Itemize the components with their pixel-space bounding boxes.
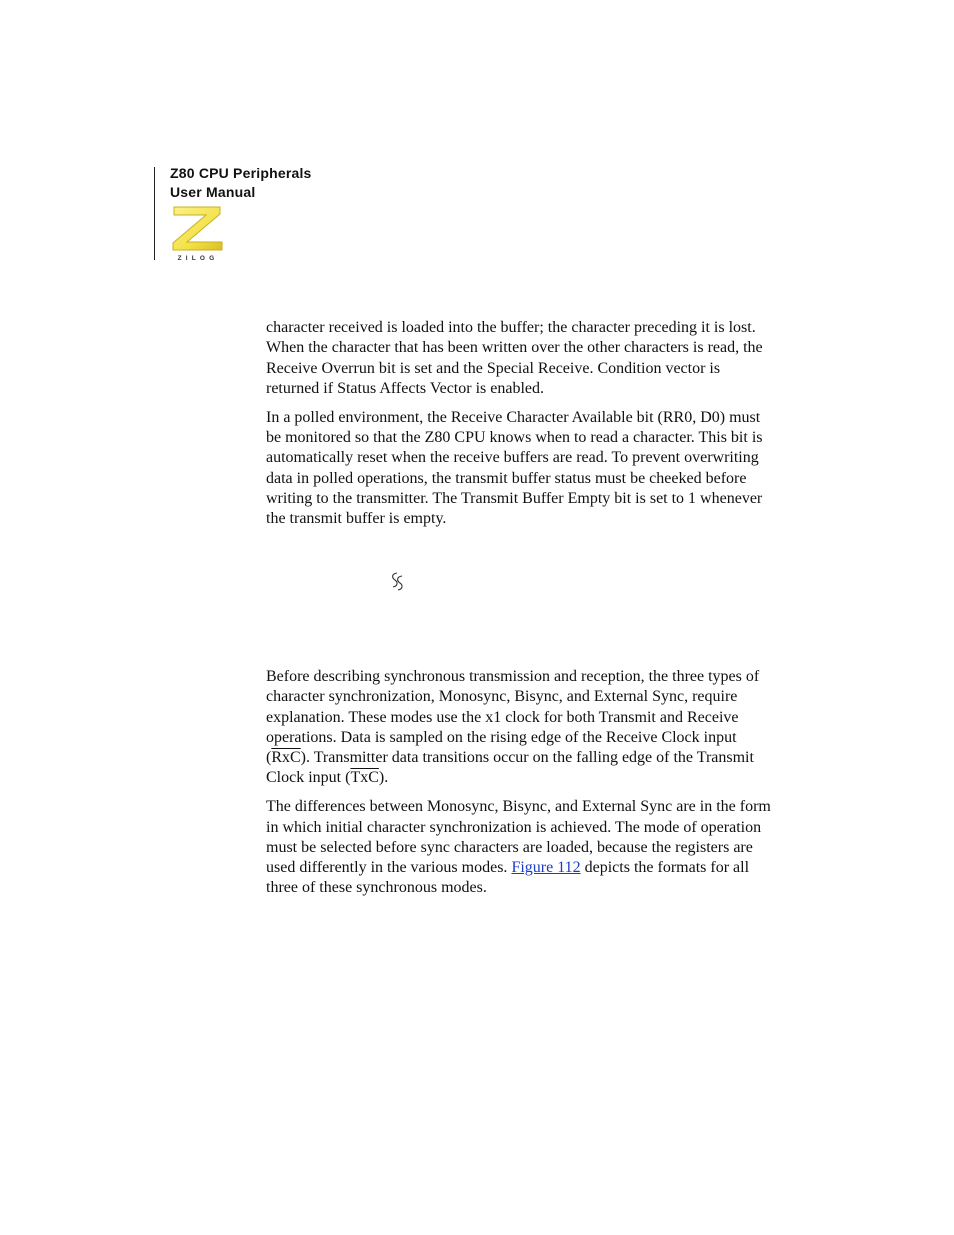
paragraph [266,797,772,898]
paragraph: character received is loaded into the buffer; the character preceding it is lost. When the character that has been written over the other characters is read, the Receive Overrun bit is set and the Special Receive. Condition vector is returned if Status Affects Vector is enabled. [266,319,763,397]
zilog-logo-icon [170,204,226,262]
section-2 [266,667,772,907]
text-run: The differences between Monosync, Bisync, and External Sync are in the form in which initial character synchronization is achieved. The mode of operation must be selected before sync characters are loaded, because the registers are used differently in the various modes. [266,798,771,877]
paragraph [266,667,772,789]
figure-112-link[interactable]: Figure 112 [511,859,581,877]
paragraph: In a polled environment, the Receive Character Available bit (RR0, D0) must be monitored so that the Z80 CPU knows when to read a character. This bit is automatically reset when the receive buffers are read. To prevent overwriting data in polled operations, the transmit buffer status must be cheeked before writing to the transmitter. The Transmit Buffer Empty bit is set to 1 whenever the transmit buffer is empty. [266,408,763,528]
rxc-signal: $\overline{RxC}$ [271,749,301,767]
logo-wordmark: ZILOG [177,255,219,262]
text-run: ). [378,769,389,787]
header-title-line2: User Manual [170,184,256,200]
text-run: depicts the formats for all three of these synchronous modes. [266,859,750,897]
text-run: Before describing synchronous transmission and reception, the three types of character synchronization, Monosync, Bisync, and External Sync, require explanation. These modes use the x1 clock for both Transmit and Receive operations. Data is sampled on the rising edge of the Receive Clock input ( [266,668,760,767]
header-title-line1: Z80 CPU Peripherals [170,165,312,181]
running-header [170,164,312,202]
section-1 [266,318,772,538]
text-run: ). Transmitter data transitions occur on the falling edge of the Transmit Clock input ( [266,749,754,787]
header-divider [154,167,155,260]
txc-signal: $\overline{TxC}$ [350,769,379,787]
squiggle-glyph-icon [388,571,406,593]
